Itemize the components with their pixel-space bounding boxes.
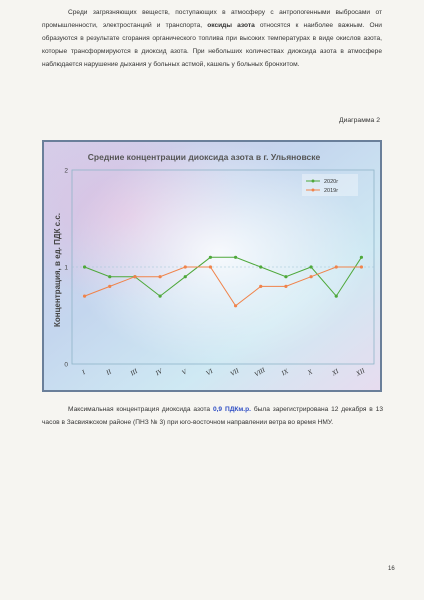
intro-bold-term: оксиды азота <box>207 22 255 30</box>
series-point <box>209 256 212 259</box>
x-tick-label: I <box>81 369 87 377</box>
series-point <box>234 304 237 307</box>
series-point <box>309 265 312 268</box>
conclusion-paragraph <box>42 403 383 429</box>
series-point <box>158 275 161 278</box>
series-point <box>360 256 363 259</box>
x-tick-label: IX <box>280 368 290 378</box>
legend-entry: 2020г <box>324 179 339 186</box>
page-number: 16 <box>388 566 395 572</box>
x-tick-label: VI <box>205 368 215 378</box>
series-point <box>184 265 187 268</box>
x-tick-label: X <box>306 368 314 377</box>
intro-text-part1: Среди загрязняющих веществ, поступающих в атмосферу с антропогенными выбросами от промышленности, электростанций и транспорта, <box>42 9 382 30</box>
series-point <box>335 265 338 268</box>
series-point <box>108 285 111 288</box>
conclusion-text-part1: Максимальная концентрация диоксида азота <box>68 406 211 413</box>
series-point <box>259 285 262 288</box>
x-tick-label: V <box>180 368 189 377</box>
series-point <box>108 275 111 278</box>
x-tick-label: III <box>129 367 139 378</box>
series-point <box>209 265 212 268</box>
chart-title: Средние концентрации диоксида азота в г. Ульяновске <box>87 152 321 162</box>
max-concentration-value: 0,9 ПДКм.р. <box>212 406 251 413</box>
series-point <box>309 275 312 278</box>
legend-marker <box>312 180 315 183</box>
series-point <box>83 295 86 298</box>
x-tick-label: IV <box>154 368 164 378</box>
x-tick-label: XII <box>355 367 367 378</box>
series-point <box>284 275 287 278</box>
no2-line-chart <box>44 142 380 390</box>
x-tick-label: VIII <box>253 366 267 379</box>
intro-text-part2: относятся к наиболее важным. Они образуются в результате сгорания органического топлива при высоких температурах в виде окислов азота, которые трансформируются в диоксид азота. При небольших количествах диоксида азота в атмосфере наблюдается нарушение дыхания у больных астмой, кашель у больных бронхитом. <box>42 22 382 69</box>
series-point <box>83 265 86 268</box>
x-tick-label: XI <box>330 368 341 378</box>
diagram-label: Диаграмма 2 <box>338 117 380 124</box>
x-tick-label: II <box>105 368 113 377</box>
intro-paragraph <box>42 6 382 71</box>
y-axis-label: Концентрация, в ед. ПДК с.с. <box>53 212 62 328</box>
conclusion-text-part2: была зарегистрирована 12 декабря в 13 часов в Засвияжском районе (ПНЗ № 3) при юго-восточном направлении ветра во время НМУ. <box>42 406 383 427</box>
series-point <box>133 275 136 278</box>
chart-frame <box>42 140 382 392</box>
series-point <box>184 275 187 278</box>
series-point <box>234 256 237 259</box>
y-tick-label: 2 <box>64 167 68 175</box>
series-point <box>284 285 287 288</box>
series-point <box>360 265 363 268</box>
y-tick-label: 0 <box>64 361 68 369</box>
legend-marker <box>312 189 315 192</box>
series-point <box>259 265 262 268</box>
series-point <box>158 295 161 298</box>
x-tick-label: VII <box>229 367 241 378</box>
y-tick-label: 1 <box>64 264 68 272</box>
series-point <box>335 295 338 298</box>
legend-entry: 2019г <box>324 188 339 195</box>
